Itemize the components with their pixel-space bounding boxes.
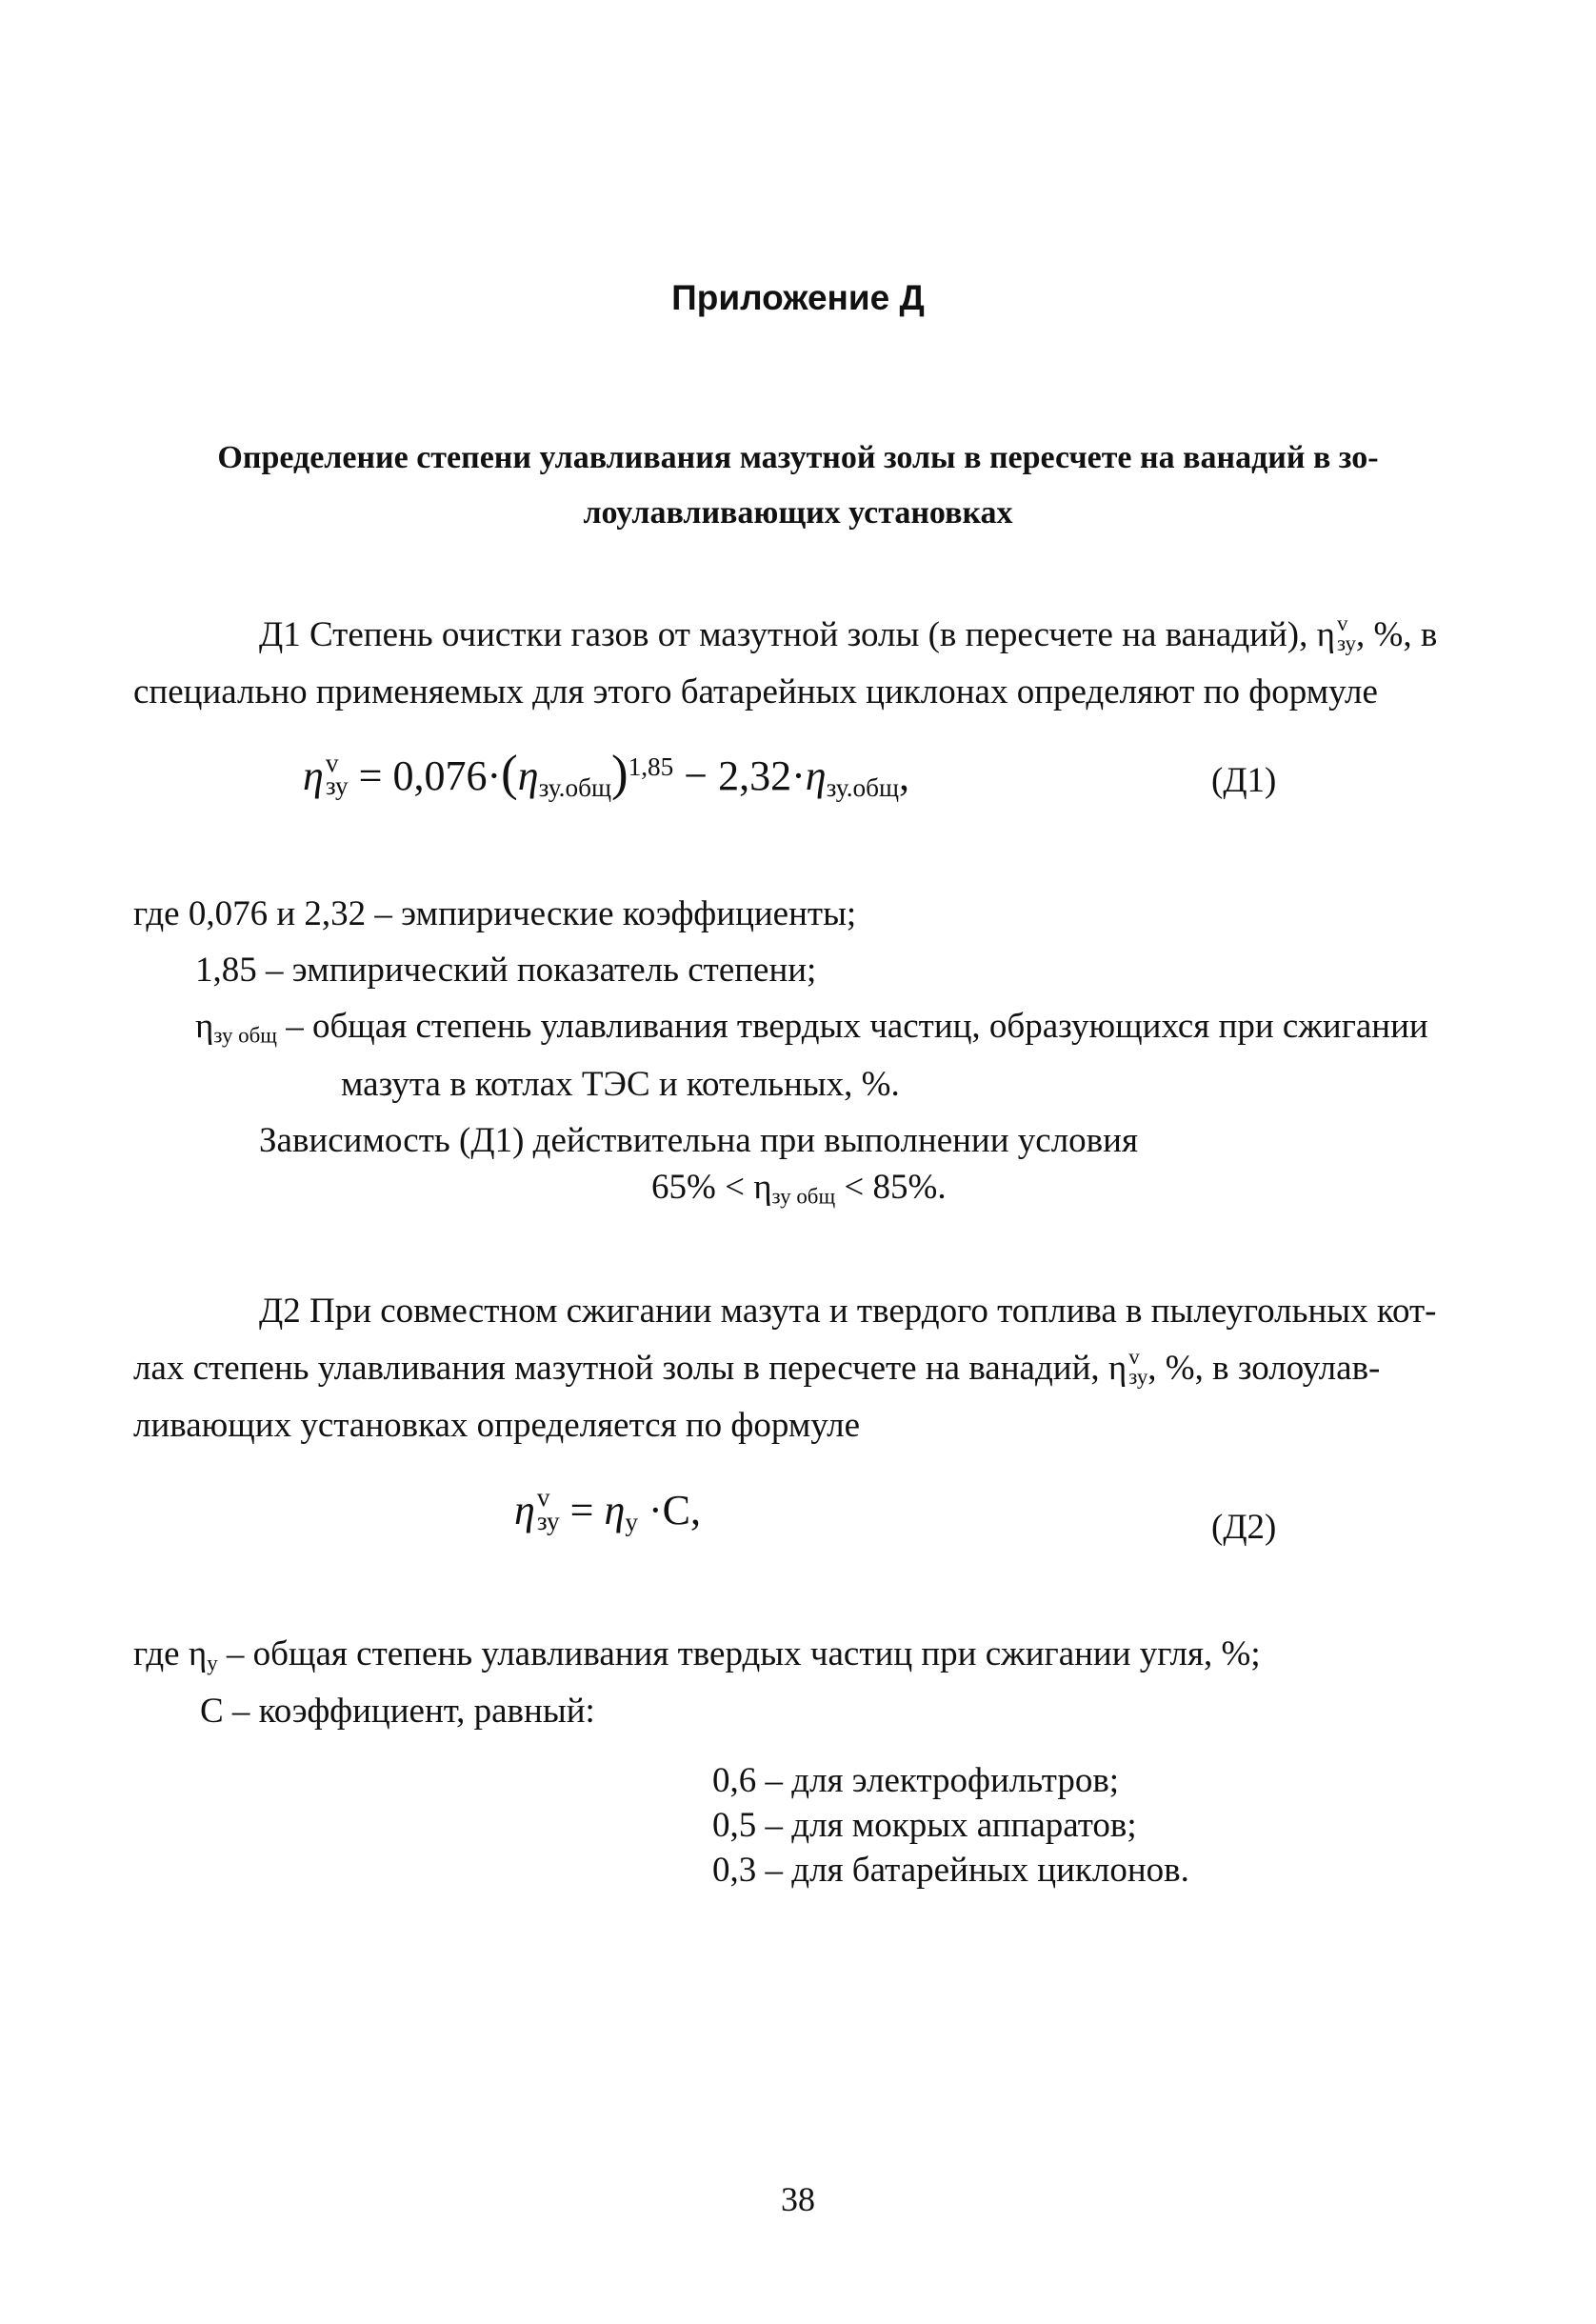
d1-condition-text: Зависимость (Д1) действительна при выполнении условия (259, 1121, 1138, 1160)
d1-where-line-4: мазута в котлах ТЭС и котельных, %. (341, 1065, 900, 1104)
page-number: 38 (781, 2180, 815, 2218)
section-title-line-1: Определение степени улавливания мазутной золы в пересчете на ванадий в зо- (217, 440, 1379, 475)
d1-paragraph-line-1: Д1 Степень очистки газов от мазутной золы (в пересчете на ванадий), η v зу , %, в (259, 611, 1438, 655)
d2-where-line-1: где $\eta_у$ – общая степень улавливания твердых частиц при сжигании угля, %; (133, 1634, 1261, 1675)
d2-paragraph-line-2: лах степень улавливания мазутной золы в пересчете на ванадий, η v зу , %, в золоулав- (133, 1345, 1381, 1389)
appendix-heading: Приложение Д (671, 278, 925, 317)
d2-paragraph-line-1: Д2 При совместном сжигании мазута и твердого топлива в пылеугольных кот- (259, 1292, 1437, 1331)
d1-where-line-3: $\eta_{зу общ}$ – общая степень улавливания твердых частиц, образующихся при сжигании (195, 1007, 1428, 1048)
d1-paragraph-line-2: специально применяемых для этого батарейных циклонах определяют по формуле (133, 672, 1378, 711)
d2-where-line-2: С – коэффициент, равный: (200, 1692, 595, 1731)
formula-d1: η v зу = $0,076\cdot(\eta_{зу.общ})^{1,85} - 2,32\cdot\eta_{зу.общ}$, (303, 746, 910, 802)
equation-number-d1: (Д1) (1211, 761, 1277, 800)
section-title-line-2: лоулавливающих установках (583, 495, 1013, 531)
coefficient-value-electrofilters: 0,6 – для электрофильтров; (712, 1761, 1120, 1800)
d1-where-line-2: 1,85 – эмпирический показатель степени; (195, 951, 817, 990)
d1-where-line-1: где 0,076 и 2,32 – эмпирические коэффициенты; (133, 894, 857, 933)
coefficient-value-wet-apparatus: 0,5 – для мокрых аппаратов; (712, 1806, 1137, 1845)
equation-number-d2: (Д2) (1211, 1508, 1277, 1547)
d1-condition-inequality: $65\% < \eta_{зу общ} < 85\%$. (651, 1168, 947, 1209)
coefficient-value-battery-cyclones: 0,3 – для батарейных циклонов. (712, 1851, 1189, 1890)
d2-paragraph-line-3: ливающих установках определяется по формуле (133, 1406, 861, 1445)
formula-d2: η v зу = $\eta_у \cdot С$, (514, 1483, 701, 1536)
